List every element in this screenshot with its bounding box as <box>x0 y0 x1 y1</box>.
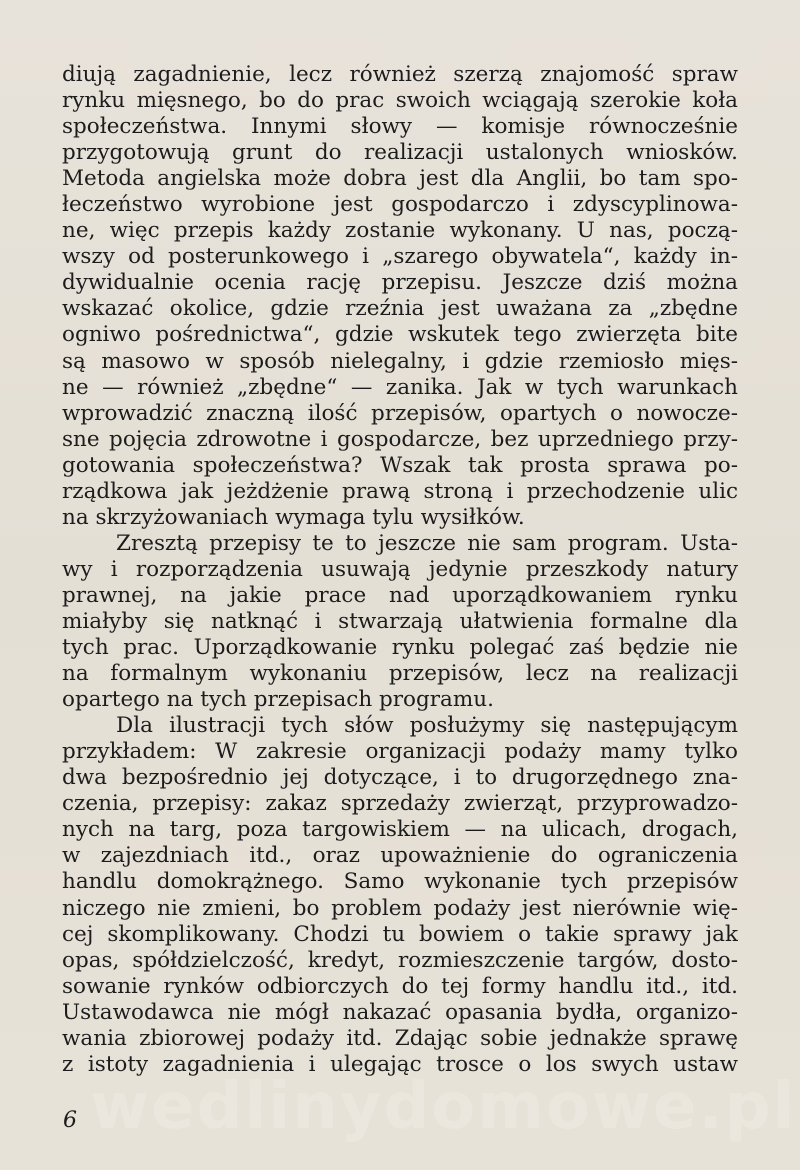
text-line: opas, spółdzielczość, kredyt, rozmieszczenie targów, dosto- <box>62 947 738 973</box>
text-line: są masowo w sposób nielegalny, i gdzie rzemiosło mięs- <box>62 348 738 374</box>
text-line: sne pojęcia zdrowotne i gospodarcze, bez uprzedniego przy- <box>62 426 738 452</box>
text-line: Metoda angielska może dobra jest dla Anglii, bo tam spo- <box>62 166 738 192</box>
text-line: w zajezdniach itd., oraz upoważnienie do ograniczenia <box>62 843 738 869</box>
text-line: na skrzyżowaniach wymaga tylu wysiłków. <box>62 504 525 530</box>
text-line: cej skomplikowany. Chodzi tu bowiem o takie sprawy jak <box>62 921 738 947</box>
text-line: łeczeństwo wyrobione jest gospodarczo i zdyscyplinowa- <box>62 192 738 218</box>
watermark: wedlinydomowe.pl <box>90 1070 797 1144</box>
text-line: rynku mięsnego, bo do prac swoich wciągają szerokie koła <box>62 88 738 114</box>
text-line: z istoty zagadnienia i ulegając trosce o los swych ustaw <box>62 1051 738 1077</box>
text-line: tych prac. Uporządkowanie rynku polegać zaś będzie nie <box>62 635 738 661</box>
text-line: handlu domokrążnego. Samo wykonanie tych przepisów <box>62 869 738 895</box>
body-text <box>62 62 738 1078</box>
text-line: czenia, przepisy: zakaz sprzedaży zwierząt, przyprowadzo- <box>62 791 738 817</box>
text-line: rządkowa jak jeżdżenie prawą stroną i przechodzenie ulic <box>62 478 738 504</box>
text-line: wskazać okolice, gdzie rzeźnia jest uważana za „zbędne <box>62 296 738 322</box>
text-line: Dla ilustracji tych słów posłużymy się następującym <box>116 713 738 739</box>
text-line: ne — również „zbędne“ — zanika. Jak w tych warunkach <box>62 374 738 400</box>
text-line: prawnej, na jakie prace nad uporządkowaniem rynku <box>62 582 738 608</box>
text-line: dwa bezpośrednio jej dotyczące, i to drugorzędnego zna- <box>62 765 738 791</box>
text-line: wy i rozporządzenia usuwają jedynie przeszkody natury <box>62 556 738 582</box>
text-line: dywidualnie ocenia rację przepisu. Jeszcze dziś można <box>62 270 738 296</box>
text-line: nych na targ, poza targowiskiem — na ulicach, drogach, <box>62 817 738 843</box>
text-line: ne, więc przepis każdy zostanie wykonany. U nas, począ- <box>62 218 738 244</box>
text-line: wszy od posterunkowego i „szarego obywatela“, każdy in- <box>62 244 738 270</box>
text-line: Ustawodawca nie mógł nakazać opasania bydła, organizo- <box>62 999 738 1025</box>
text-line: diują zagadnienie, lecz również szerzą znajomość spraw <box>62 62 738 87</box>
text-line: społeczeństwa. Innymi słowy — komisje równocześnie <box>62 114 738 140</box>
text-line: przygotowują grunt do realizacji ustalonych wniosków. <box>62 140 738 166</box>
text-line: wania zbiorowej podaży itd. Zdając sobie jednakże sprawę <box>62 1025 738 1051</box>
page-number: 6 <box>63 1108 77 1133</box>
text-line: miałyby się natknąć i stwarzają ułatwienia formalne dla <box>62 608 738 634</box>
text-line: wprowadzić znaczną ilość przepisów, opartych o nowocze- <box>62 400 738 426</box>
text-line: sowanie rynków odbiorczych do tej formy handlu itd., itd. <box>62 973 738 999</box>
text-line: na formalnym wykonaniu przepisów, lecz na realizacji <box>62 661 738 687</box>
text-line: niczego nie zmieni, bo problem podaży jest nierównie wię- <box>62 895 738 921</box>
text-line: przykładem: W zakresie organizacji podaży mamy tylko <box>62 739 738 765</box>
text-line: opartego na tych przepisach programu. <box>62 687 494 713</box>
text-line: gotowania społeczeństwa? Wszak tak prosta sprawa po- <box>62 452 738 478</box>
text-line: Zresztą przepisy te to jeszcze nie sam program. Usta- <box>116 530 738 556</box>
text-line: ogniwo pośrednictwa“, gdzie wskutek tego zwierzęta bite <box>62 322 738 348</box>
